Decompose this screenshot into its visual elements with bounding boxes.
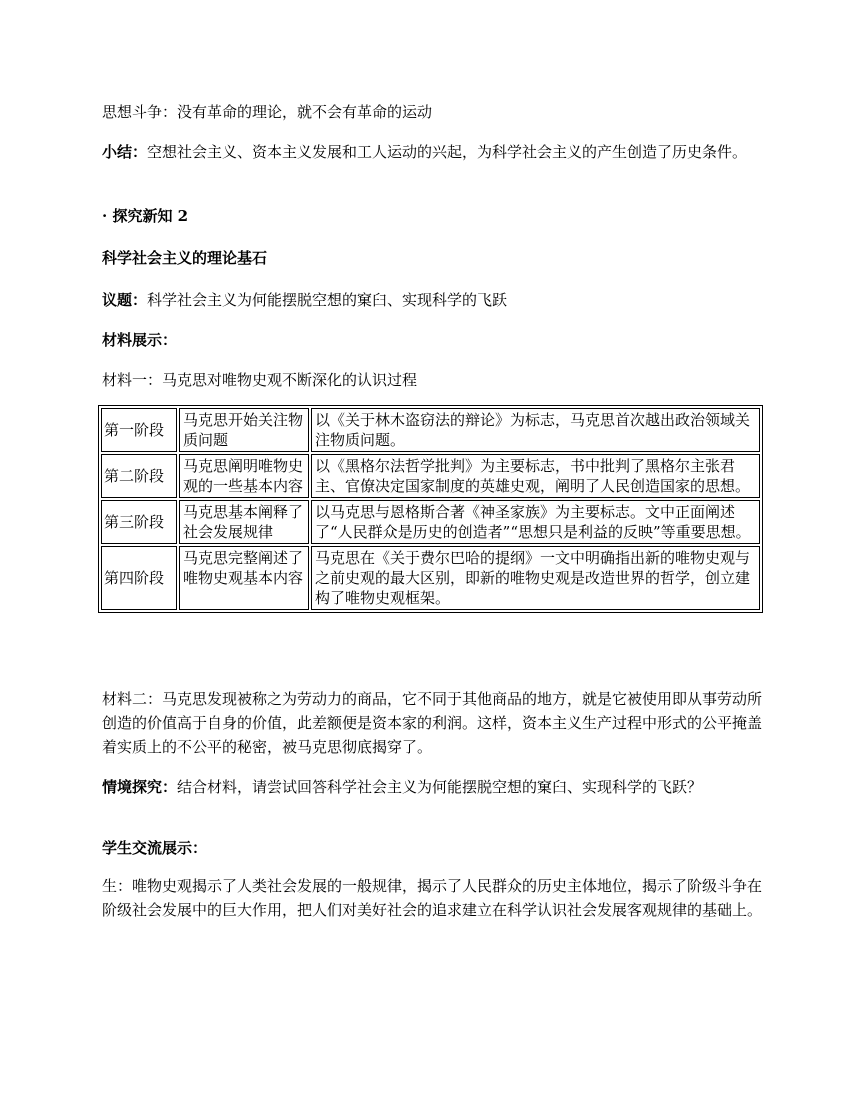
topic-text: 科学社会主义为何能摆脱空想的窠臼、实现科学的飞跃 [147,291,508,309]
summary-label: 小结： [102,143,148,161]
topic-label: 议题： [102,291,148,309]
student-answer: 生：唯物史观揭示了人类社会发展的一般规律，揭示了人民群众的历史主体地位，揭示了阶级斗争在阶级社会发展中的巨大作用，把人们对美好社会的追求建立在科学认识社会发展客观规律的基础上。 [102,877,763,919]
subsection-title: 科学社会主义的理论基石 [102,249,268,267]
stage-cell: 第四阶段 [101,546,177,610]
table-row [101,454,760,498]
topic-paragraph [102,288,762,312]
stage-topic-cell: 马克思完整阐述了唯物史观基本内容 [179,546,309,610]
table-row [101,500,760,544]
stage-cell: 第一阶段 [101,408,177,452]
stage-topic-cell: 马克思阐明唯物史观的一些基本内容 [179,454,309,498]
stage-description-cell: 以《黑格尔法哲学批判》为主要标志，书中批判了黑格尔主张君主、官僚决定国家制度的英雄史观，阐明了人民创造国家的思想。 [311,454,760,498]
summary-text: 空想社会主义、资本主义发展和工人运动的兴起，为科学社会主义的产生创造了历史条件。 [147,143,748,161]
stage-description-cell: 以《关于林木盗窃法的辩论》为标志，马克思首次越出政治领域关注物质问题。 [311,408,760,452]
section-heading: · 探究新知 2 [102,207,189,225]
scenario-paragraph [102,775,762,799]
scenario-text: 结合材料，请尝试回答科学社会主义为何能摆脱空想的窠臼、实现科学的飞跃？ [177,778,703,796]
table-row [101,546,760,610]
intro-line: 思想斗争：没有革命的理论，就不会有革命的运动 [102,103,433,121]
stage-description-cell: 以马克思与恩格斯合著《神圣家族》为主要标志。文中正面阐述了“人民群众是历史的创造者”“思想只是利益的反映”等重要思想。 [311,500,760,544]
stages-table [98,405,763,613]
material-show-label: 材料展示： [102,331,178,349]
material2-paragraph: 材料二：马克思发现被称之为劳动力的商品，它不同于其他商品的地方，就是它被使用即从事劳动所创造的价值高于自身的价值，此差额便是资本家的利润。这样，资本主义生产过程中形式的公平掩盖着实质上的不公平的秘密，被马克思彻底揭穿了。 [102,690,763,756]
stage-topic-cell: 马克思基本阐释了社会发展规律 [179,500,309,544]
material1-title: 材料一：马克思对唯物史观不断深化的认识过程 [102,371,418,389]
stage-cell: 第二阶段 [101,454,177,498]
stage-cell: 第三阶段 [101,500,177,544]
stage-topic-cell: 马克思开始关注物质问题 [179,408,309,452]
student-show-label: 学生交流展示： [102,839,208,857]
scenario-label: 情境探究： [102,778,178,796]
table-row [101,408,760,452]
summary-paragraph [102,140,762,164]
stage-description-cell: 马克思在《关于费尔巴哈的提纲》一文中明确指出新的唯物史观与之前史观的最大区别，即新的唯物史观是改造世界的哲学，创立建构了唯物史观框架。 [311,546,760,610]
